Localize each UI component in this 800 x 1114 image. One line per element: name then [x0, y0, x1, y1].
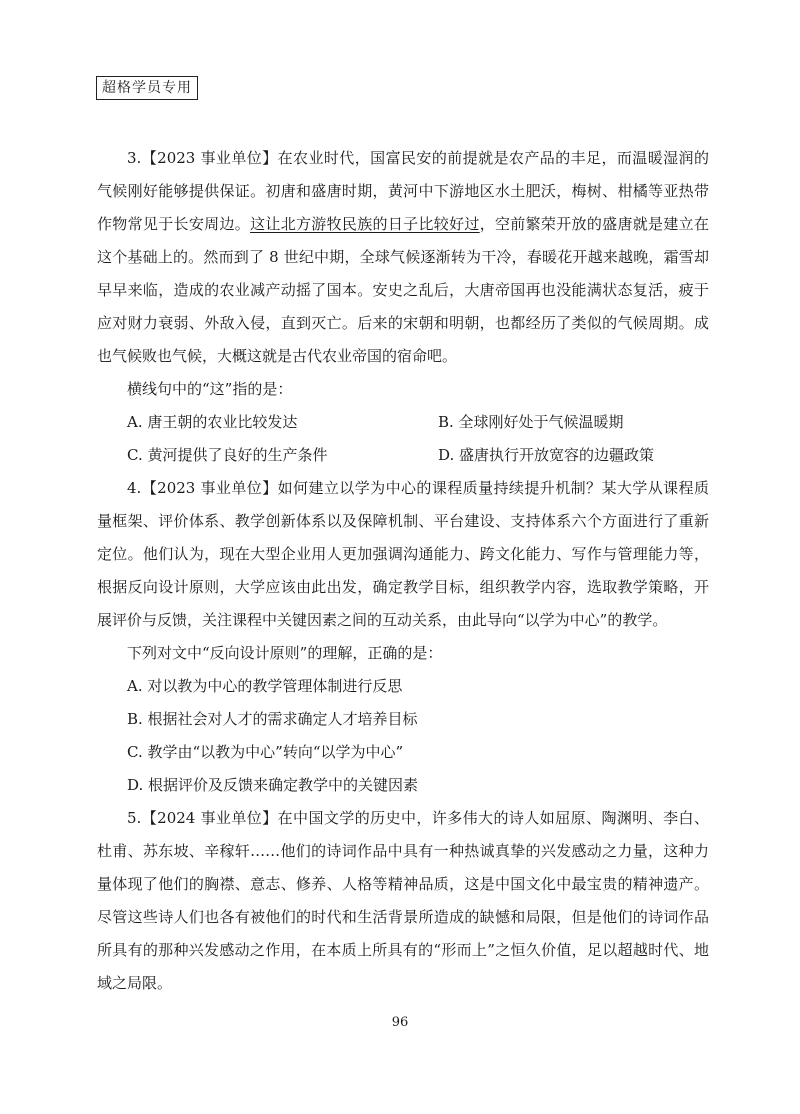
question-4-source-tag: 【2023 事业单位】 [141, 479, 278, 497]
question-4-option-a: A. 对以教为中心的教学管理体制进行反思 [127, 677, 403, 695]
question-4-stem [97, 472, 709, 637]
question-3-text-b: ，空前繁荣开放的盛唐就是建立在这个基础上的。然而到了 8 世纪中期，全球气候逐渐转为干冷，春暖花开越来越晚，霜雪却早早来临，造成的农业减产动摇了国本。安史之乱后，大唐帝国再也没能满状态复活，疲于应对财力衰弱、外敌入侵，直到灭亡。后来的宋朝和明朝，也都经历了类似的气候周期。成也气候败也气候，大概这就是古代农业帝国的宿命吧。 [97, 215, 709, 365]
question-4-option-c: C. 教学由“以教为中心”转向“以学为中心” [127, 743, 404, 761]
student-only-badge: 超格学员专用 [96, 76, 198, 100]
question-3-text-a: 在农业时代，国富民安的前提就是农产品的丰足，而温暖湿润的气候刚好能够提供保证。初唐和盛唐时期，黄河中下游地区水土肥沃，梅树、柑橘等亚热带作物常见于长安周边。 [97, 149, 709, 233]
question-4-option-d: D. 根据评价及反馈来确定教学中的关键因素 [127, 776, 419, 794]
question-3-prompt: 横线句中的“这”指的是： [127, 380, 293, 398]
question-3-number: 3. [127, 149, 142, 167]
question-4-prompt: 下列对文中“反向设计原则”的理解，正确的是： [127, 644, 443, 662]
question-5-number: 5. [127, 809, 142, 827]
page-number: 96 [391, 1015, 409, 1030]
question-3-option-a: A. 唐王朝的农业比较发达 [127, 413, 298, 431]
question-5-stem [97, 802, 709, 1000]
question-3-options [97, 406, 709, 472]
question-3-option-b: B. 全球刚好处于气候温暖期 [438, 413, 624, 431]
page-content [97, 142, 709, 1000]
question-3-option-d: D. 盛唐执行开放宽容的边疆政策 [438, 446, 655, 464]
question-3-underlined-sentence: 这让北方游牧民族的日子比较好过 [250, 215, 480, 233]
question-5-text: 在中国文学的历史中，许多伟大的诗人如屈原、陶渊明、李白、杜甫、苏东坡、辛稼轩……他们的诗词作品中具有一种热诚真挚的兴发感动之力量，这种力量体现了他们的胸襟、意志、修养、人格等精神品质，这是中国文化中最宝贵的精神遗产。尽管这些诗人们也各有被他们的时代和生活背景所造成的缺憾和局限，但是他们的诗词作品所具有的那种兴发感动之作用，在本质上所具有的“形而上”之恒久价值，足以超越时代、地域之局限。 [97, 809, 709, 992]
question-3-stem [97, 142, 709, 373]
question-4-number: 4. [127, 479, 142, 497]
question-4-text: 如何建立以学为中心的课程质量持续提升机制？某大学从课程质量框架、评价体系、教学创新体系以及保障机制、平台建设、支持体系六个方面进行了重新定位。他们认为，现在大型企业用人更加强调沟通能力、跨文化能力、写作与管理能力等，根据反向设计原则，大学应该由此出发，确定教学目标，组织教学内容，选取教学策略，开展评价与反馈，关注课程中关键因素之间的互动关系，由此导向“以学为中心”的教学。 [97, 479, 709, 629]
question-3-option-c: C. 黄河提供了良好的生产条件 [127, 446, 328, 464]
question-5-source-tag: 【2024 事业单位】 [141, 809, 278, 827]
question-4-option-b: B. 根据社会对人才的需求确定人才培养目标 [127, 710, 418, 728]
question-3-source-tag: 【2023 事业单位】 [141, 149, 278, 167]
